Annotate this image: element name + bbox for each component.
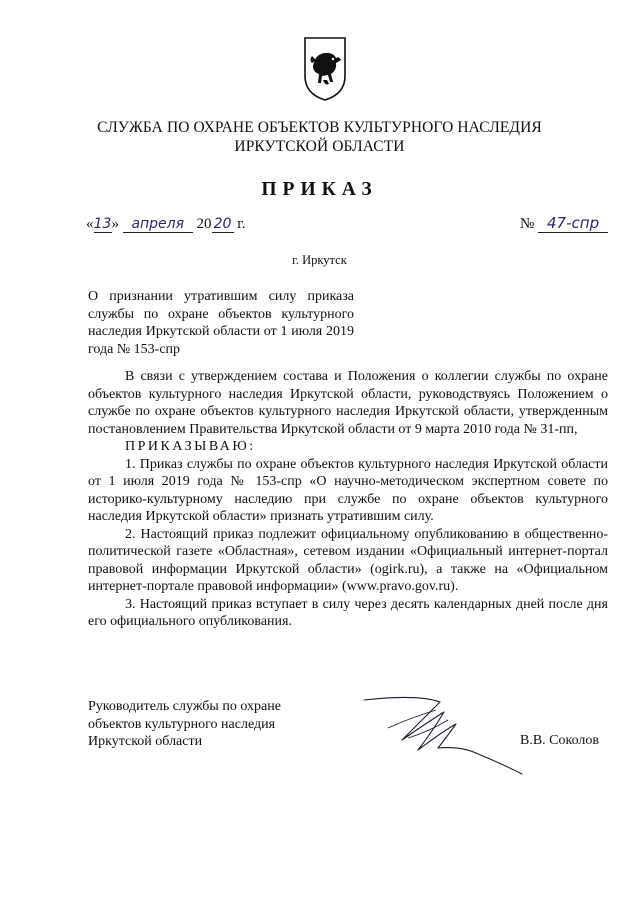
document-type-title: ПРИКАЗ bbox=[261, 179, 378, 200]
body-intro: В связи с утверждением состава и Положения о коллегии службы по охране объектов культурного наследия Иркутской области, руководствуясь Положением о службе по охране объектов культурного наследия Иркутской области, утвержденным постановлением Правительства Иркутской области от 9 марта 2010 года № 31-пп, bbox=[88, 369, 608, 437]
order-subject bbox=[88, 288, 354, 358]
handwritten-signature bbox=[358, 688, 528, 780]
signer-name: В.В. Соколов bbox=[520, 733, 600, 748]
order-verb: ПРИКАЗЫВАЮ: bbox=[125, 439, 256, 454]
order-number-label: № bbox=[520, 216, 535, 232]
order-number-value: 47-спр bbox=[538, 214, 608, 233]
issue-city: г. Иркутск bbox=[292, 253, 347, 267]
date-month: апреля bbox=[123, 216, 193, 233]
signer-title-line2: объектов культурного наследия bbox=[88, 716, 276, 732]
signer-title-line3: Иркутской области bbox=[88, 734, 203, 749]
signer-title bbox=[88, 698, 281, 751]
date-year-suffix: 20 bbox=[212, 216, 234, 233]
irkutsk-coat-of-arms-icon bbox=[303, 36, 347, 102]
signer-title-line1: Руководитель службы по охране bbox=[88, 699, 281, 714]
body-item-1: 1. Приказ службы по охране объектов культурного наследия Иркутской области от 1 июля 2019 года № 153-спр «О научно-методическом экспертном совете по историко-культурному наследию при службе по охране объектов культурного наследия Иркутской области» признать утратившим силу. bbox=[88, 456, 608, 524]
agency-name-line1: СЛУЖБА ПО ОХРАНЕ ОБЪЕКТОВ КУЛЬТУРНОГО НАСЛЕДИЯ bbox=[97, 119, 542, 136]
order-body bbox=[88, 368, 608, 631]
date-year-prefix: 20 bbox=[196, 216, 212, 232]
date-year-unit: г. bbox=[237, 216, 246, 232]
date-quote-open: « bbox=[86, 216, 94, 232]
date-day: 13 bbox=[93, 216, 112, 232]
order-date bbox=[86, 216, 245, 233]
agency-name-line2: ИРКУТСКОЙ ОБЛАСТИ bbox=[234, 138, 405, 155]
order-subject-text: О признании утратившим силу приказа службы по охране объектов культурного наследия Иркутской области от 1 июля 2019 года № 153-спр bbox=[88, 289, 354, 357]
body-item-3: 3. Настоящий приказ вступает в силу через десять календарных дней после дня его официального опубликования. bbox=[88, 596, 608, 629]
body-item-2: 2. Настоящий приказ подлежит официальному опубликованию в общественно-политической газете «Областная», сетевом издании «Официальный интернет-портал правовой информации Иркутской области» (ogirk.ru), а также на «Официальном интернет-портале правовой информации» (www.pravo.gov.ru). bbox=[88, 526, 608, 594]
order-number bbox=[520, 214, 608, 233]
date-quote-close: » bbox=[111, 216, 119, 232]
